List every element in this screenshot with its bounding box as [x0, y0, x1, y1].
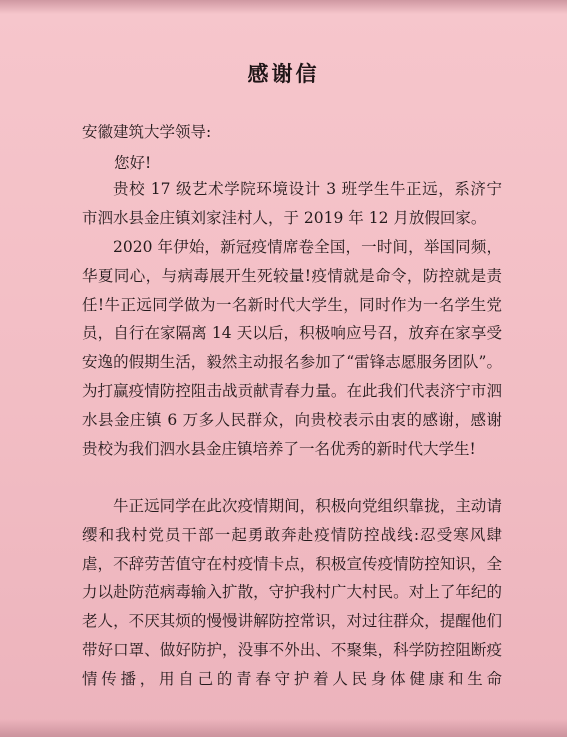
letter-title: 感谢信: [247, 61, 320, 86]
paper-bottom-shadow: [0, 719, 567, 737]
paragraph-3: 牛正远同学在此次疫情期间，积极向党组织靠拢，主动请缨和我村党员干部一起勇敢奔赴疫情防控战线:忍受寒风肆虐，不辞劳苦值守在村疫情卡点，积极宣传疫情防控知识，全力以赴防范病毒输入扩散，守护我村广大村民。对上了年纪的老人，不厌其烦的慢慢讲解防控常识，对过往群众，提醒他们带好口罩、做好防护，没事不外出、不聚集，科学防控阻断疫情传播，用自己的青春守护着人民身体健康和生命: [82, 497, 502, 688]
paper-top-shadow: [0, 0, 567, 14]
greeting: 您好!: [114, 154, 152, 172]
paragraph-1: 贵校 17 级艺术学院环境设计 3 班学生牛正远，系济宁市泗水县金庄镇刘家洼村人，于 2019 年 12 月放假回家。: [82, 180, 502, 227]
salutation: 安徽建筑大学领导:: [82, 123, 212, 141]
paragraph-2: 2020 年伊始，新冠疫情席卷全国，一时间，举国同频，华夏同心，与病毒展开生死较量!疫情就是命令，防控就是责任!牛正远同学做为一名新时代大学生，同时作为一名学生党员，自行在家隔离 14 天以后，积极响应号召，放弃在家享受安逸的假期生活，毅然主动报名参加了“雷锋志愿服务团队”。为打赢疫情防控阻击战贡献青春力量。在此我们代表济宁市泗水县金庄镇 6 万多人民群众，向贵校表示由衷的感谢，感谢贵校为我们泗水县金庄镇培养了一名优秀的新时代大学生!: [82, 238, 502, 458]
